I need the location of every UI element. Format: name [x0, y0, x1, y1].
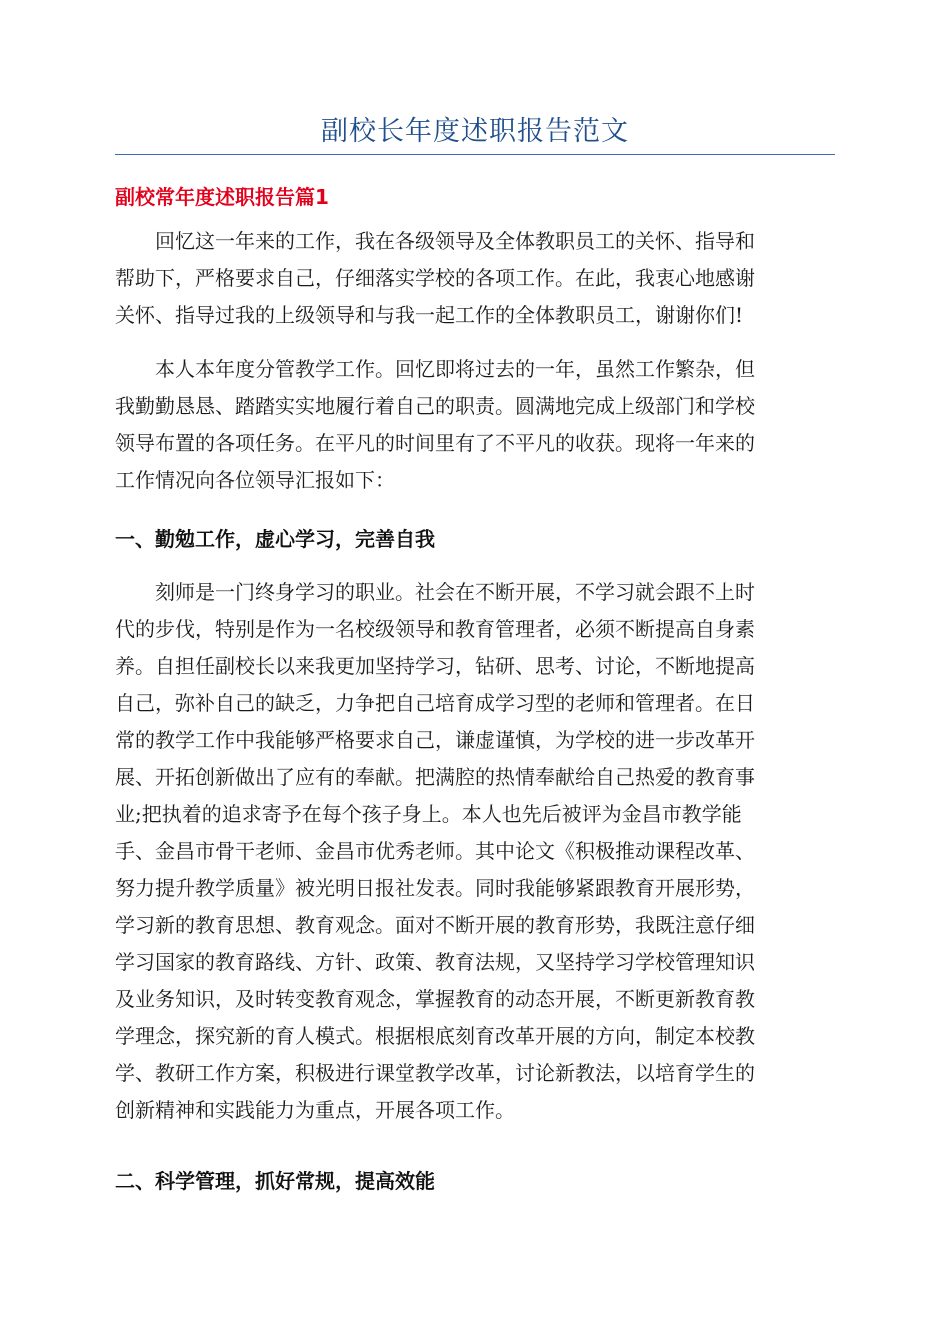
- text-line: 学习新的教育思想、教育观念。面对不断开展的教育形势，我既注意仔细: [115, 913, 755, 937]
- text-line: 帮助下，严格要求自己，仔细落实学校的各项工作。在此，我衷心地感谢: [115, 266, 755, 290]
- text-line: 学、教研工作方案，积极进行课堂教学改革，讨论新教法，以培育学生的: [115, 1061, 755, 1085]
- text-line: 领导布置的各项任务。在平凡的时间里有了不平凡的收获。现将一年来的: [115, 431, 755, 455]
- text-line: 自己，弥补自己的缺乏，力争把自己培育成学习型的老师和管理者。在日: [115, 691, 755, 715]
- text-line: 工作情况向各位领导汇报如下：: [115, 468, 395, 492]
- title-underline: [115, 154, 835, 155]
- text-line: 刻师是一门终身学习的职业。社会在不断开展，不学习就会跟不上时: [115, 580, 755, 604]
- document-title: 副校长年度述职报告范文: [321, 116, 629, 147]
- text-line: 常的教学工作中我能够严格要求自己，谦虚谨慎，为学校的进一步改革开: [115, 728, 755, 752]
- text-line: 及业务知识，及时转变教育观念，掌握教育的动态开展，不断更新教育教: [115, 987, 755, 1011]
- text-line: 关怀、指导过我的上级领导和与我一起工作的全体教职员工，谢谢你们!: [115, 303, 744, 327]
- text-line: 代的步伐，特别是作为一名校级领导和教育管理者，必须不断提高自身素: [115, 617, 755, 641]
- text-line: 创新精神和实践能力为重点，开展各项工作。: [115, 1098, 515, 1122]
- text-line: 业;把执着的追求寄予在每个孩子身上。本人也先后被评为金昌市教学能: [115, 802, 742, 826]
- paragraph-3: [115, 574, 833, 1129]
- paragraph-2: [115, 351, 833, 499]
- section-heading-2: 二、科学管理，抓好常规，提高效能: [115, 1169, 435, 1193]
- text-line: 我勤勤恳恳、踏踏实实地履行着自己的职责。圆满地完成上级部门和学校: [115, 394, 755, 418]
- text-line: 学理念，探究新的育人模式。根据根底刻育改革开展的方向，制定本校教: [115, 1024, 755, 1048]
- paragraph-1: [115, 223, 833, 334]
- text-line: 努力提升教学质量》被光明日报社发表。同时我能够紧跟教育开展形势，: [115, 876, 755, 900]
- text-line: 手、金昌市骨干老师、金昌市优秀老师。其中论文《积极推动课程改革、: [115, 839, 755, 863]
- text-line: 学习国家的教育路线、方针、政策、教育法规，又坚持学习学校管理知识: [115, 950, 755, 974]
- text-line: 本人本年度分管教学工作。回忆即将过去的一年，虽然工作繁杂，但: [115, 357, 755, 381]
- text-line: 回忆这一年来的工作，我在各级领导及全体教职员工的关怀、指导和: [115, 229, 755, 253]
- text-line: 展、开拓创新做出了应有的奉献。把满腔的热情奉献给自己热爱的教育事: [115, 765, 755, 789]
- text-line: 养。自担任副校长以来我更加坚持学习，钻研、思考、讨论，不断地提高: [115, 654, 755, 678]
- article-heading: 副校常年度述职报告篇1: [115, 185, 329, 209]
- section-heading-1: 一、勤勉工作，虚心学习，完善自我: [115, 527, 435, 551]
